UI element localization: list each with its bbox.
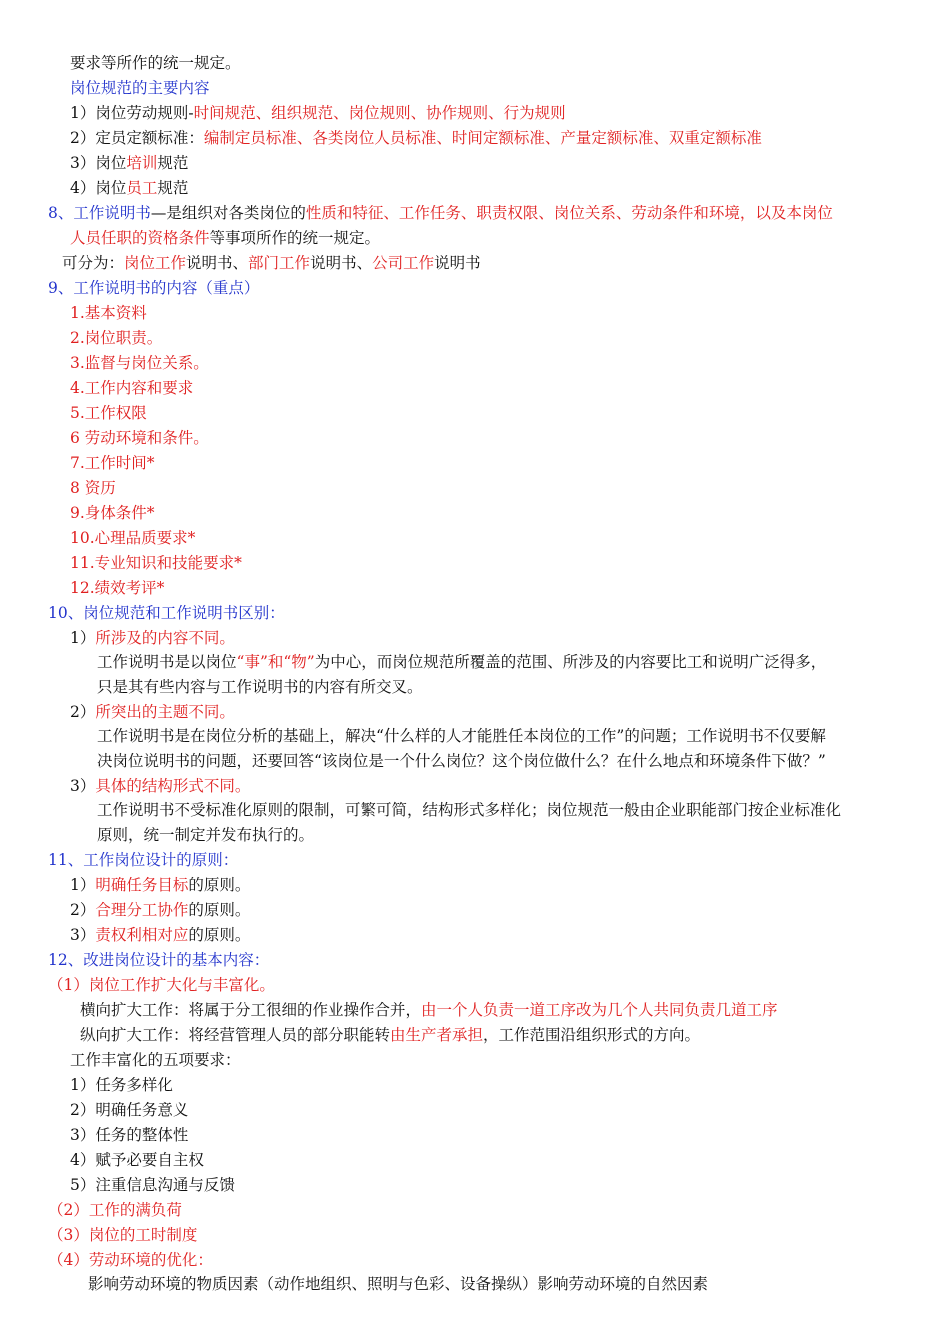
highlight-text: 6 劳动环境和条件。: [70, 429, 209, 447]
text-line: [70, 353, 209, 373]
text-line: [97, 652, 826, 672]
body-text: 4）赋予必要自主权: [70, 1151, 204, 1169]
body-text: 2）: [70, 703, 96, 721]
text-line: [70, 1100, 188, 1120]
body-text: 工作说明书是以岗位: [97, 653, 237, 671]
text-line: [70, 303, 147, 323]
body-text: 3）任务的整体性: [70, 1126, 189, 1144]
highlight-text: 编制定员标准、各类岗位人员标准、时间定额标准、产量定额标准、双重定额标准: [203, 129, 762, 147]
text-line: [70, 103, 566, 123]
highlight-text: 8 资历: [70, 479, 116, 497]
highlight-text: 性质和特征、工作任务、职责权限、岗位关系、劳动条件和环境，以及本岗位: [305, 204, 833, 222]
body-text: 影响劳动环境的物质因素（动作地组织、照明与色彩、设备操纵）影响劳动环境的自然因素: [88, 1275, 709, 1293]
body-text: 2）: [70, 901, 96, 919]
text-line: [70, 578, 164, 598]
highlight-text: 由生产者承担: [390, 1026, 484, 1044]
text-line: [70, 1075, 173, 1095]
highlight-text: 所涉及的内容不同。: [95, 629, 235, 647]
text-line: [48, 1200, 182, 1220]
body-text: 说明书、: [186, 254, 249, 272]
highlight-text: （4）劳动环境的优化：: [48, 1251, 213, 1269]
text-line: [70, 53, 241, 73]
body-text: 为中心，而岗位规范所覆盖的范围、所涉及的内容要比工和说明广泛得多，: [314, 653, 827, 671]
body-text: 3）: [70, 777, 96, 795]
text-line: [70, 1125, 188, 1145]
text-line: [70, 900, 250, 920]
body-text: 规范: [157, 154, 189, 172]
body-text: 1）: [70, 629, 96, 647]
highlight-text: 明确任务目标: [95, 876, 189, 894]
text-line: [97, 751, 826, 771]
body-text: 的原则。: [188, 876, 251, 894]
text-line: [97, 800, 841, 820]
highlight-text: 公司工作: [372, 254, 435, 272]
body-text: 说明书: [434, 254, 481, 272]
highlight-text: 10.心理品质要求*: [70, 529, 196, 547]
highlight-text: 4.工作内容和要求: [70, 379, 194, 397]
highlight-text: 岗位工作: [124, 254, 187, 272]
text-line: [80, 1025, 700, 1045]
highlight-text: 3.监督与岗位关系。: [70, 354, 209, 372]
text-line: [70, 553, 242, 573]
body-text: 要求等所作的统一规定。: [70, 54, 241, 72]
highlight-text: 由一个人负责一道工序改为几个人共同负责几道工序: [421, 1001, 778, 1019]
text-line: [97, 677, 423, 697]
text-line: [48, 950, 269, 970]
highlight-text: （1）岗位工作扩大化与丰富化。: [48, 976, 275, 994]
body-text: 等事项所作的统一规定。: [209, 229, 381, 247]
heading-text: 9、工作说明书的内容（重点）: [48, 279, 260, 297]
highlight-text: （3）岗位的工时制度: [48, 1226, 198, 1244]
text-line: [97, 825, 314, 845]
body-text: 的原则。: [188, 901, 251, 919]
highlight-text: 2.岗位职责。: [70, 329, 163, 347]
highlight-text: 具体的结构形式不同。: [95, 777, 251, 795]
body-text: 1）任务多样化: [70, 1076, 173, 1094]
text-line: [48, 1225, 197, 1245]
body-text: 说明书、: [310, 254, 373, 272]
body-text: 纵向扩大工作：将经营管理人员的部分职能转: [80, 1026, 391, 1044]
text-line: [70, 1050, 241, 1070]
body-text: 工作说明书不受标准化原则的限制，可繁可简，结构形式多样化；岗位规范一般由企业职能部门按企业标准化: [97, 801, 842, 819]
body-text: 原则，统一制定并发布执行的。: [97, 826, 315, 844]
text-line: [70, 453, 155, 473]
text-line: [70, 1175, 235, 1195]
highlight-text: 1.基本资料: [70, 304, 147, 322]
highlight-text: 人员任职的资格条件: [70, 229, 210, 247]
text-line: [48, 203, 833, 223]
text-line: [70, 528, 195, 548]
body-text: 工作丰富化的五项要求：: [70, 1051, 241, 1069]
highlight-text: （2）工作的满负荷: [48, 1201, 182, 1219]
body-text: 的原则。: [188, 926, 251, 944]
text-line: [48, 975, 275, 995]
text-line: [70, 428, 209, 448]
highlight-text: 员工: [126, 179, 158, 197]
text-line: [48, 1250, 213, 1270]
body-text: 只是其有些内容与工作说明书的内容有所交叉。: [97, 678, 423, 696]
text-line: [70, 328, 162, 348]
text-line: [70, 153, 188, 173]
highlight-text: 5.工作权限: [70, 404, 147, 422]
highlight-text: 11.专业知识和技能要求*: [70, 554, 242, 572]
text-line: [70, 78, 210, 98]
body-text: 决岗位说明书的问题，还要回答“该岗位是一个什么岗位？这个岗位做什么？在什么地点和环境条件下做？”: [97, 752, 826, 770]
text-line: [70, 128, 762, 148]
body-text: 2）明确任务意义: [70, 1101, 189, 1119]
body-text: ，工作范围沿组织形式的方向。: [483, 1026, 701, 1044]
text-line: [62, 253, 481, 273]
text-line: [48, 278, 259, 298]
highlight-text: 9.身体条件*: [70, 504, 155, 522]
text-line: [70, 178, 188, 198]
heading-text: 8、工作说明书: [48, 204, 151, 222]
body-text: 3）岗位: [70, 154, 127, 172]
body-text: 2）定员定额标准：: [70, 129, 204, 147]
text-line: [70, 478, 116, 498]
highlight-text: 合理分工协作: [95, 901, 189, 919]
highlight-text: 12.绩效考评*: [70, 579, 165, 597]
heading-text: 12、改进岗位设计的基本内容：: [48, 951, 270, 969]
text-line: [70, 1150, 204, 1170]
text-line: [97, 726, 826, 746]
text-line: [48, 850, 238, 870]
body-text: 5）注重信息沟通与反馈: [70, 1176, 235, 1194]
body-text: 可分为：: [62, 254, 125, 272]
text-line: [70, 875, 250, 895]
highlight-text: 所突出的主题不同。: [95, 703, 235, 721]
body-text: 工作说明书是在岗位分析的基础上，解决“什么样的人才能胜任本岗位的工作”的问题；工作说明书不仅要解: [97, 727, 826, 745]
highlight-text: 责权利相对应: [95, 926, 189, 944]
highlight-text: 部门工作: [248, 254, 311, 272]
body-text: 3）: [70, 926, 96, 944]
highlight-text: 7.工作时间*: [70, 454, 155, 472]
text-line: [70, 925, 250, 945]
heading-text: 10、岗位规范和工作说明书区别：: [48, 604, 285, 622]
text-line: [70, 228, 380, 248]
highlight-text: “事”和“物”: [236, 653, 315, 671]
body-text: 1）: [70, 876, 96, 894]
text-line: [70, 403, 147, 423]
text-line: [70, 503, 155, 523]
body-text: —是组织对各类岗位的: [150, 204, 306, 222]
text-line: [70, 776, 250, 796]
text-line: [70, 378, 193, 398]
text-line: [80, 1000, 778, 1020]
text-line: [88, 1274, 708, 1294]
body-text: 1）岗位劳动规则-: [70, 104, 194, 122]
text-line: [48, 603, 285, 623]
highlight-text: 时间规范、组织规范、岗位规则、协作规则、行为规则: [193, 104, 566, 122]
text-line: [70, 628, 235, 648]
body-text: 规范: [157, 179, 189, 197]
body-text: 4）岗位: [70, 179, 127, 197]
heading-text: 11、工作岗位设计的原则：: [48, 851, 239, 869]
highlight-text: 培训: [126, 154, 158, 172]
heading-text: 岗位规范的主要内容: [70, 79, 210, 97]
text-line: [70, 702, 235, 722]
body-text: 横向扩大工作：将属于分工很细的作业操作合并，: [80, 1001, 422, 1019]
